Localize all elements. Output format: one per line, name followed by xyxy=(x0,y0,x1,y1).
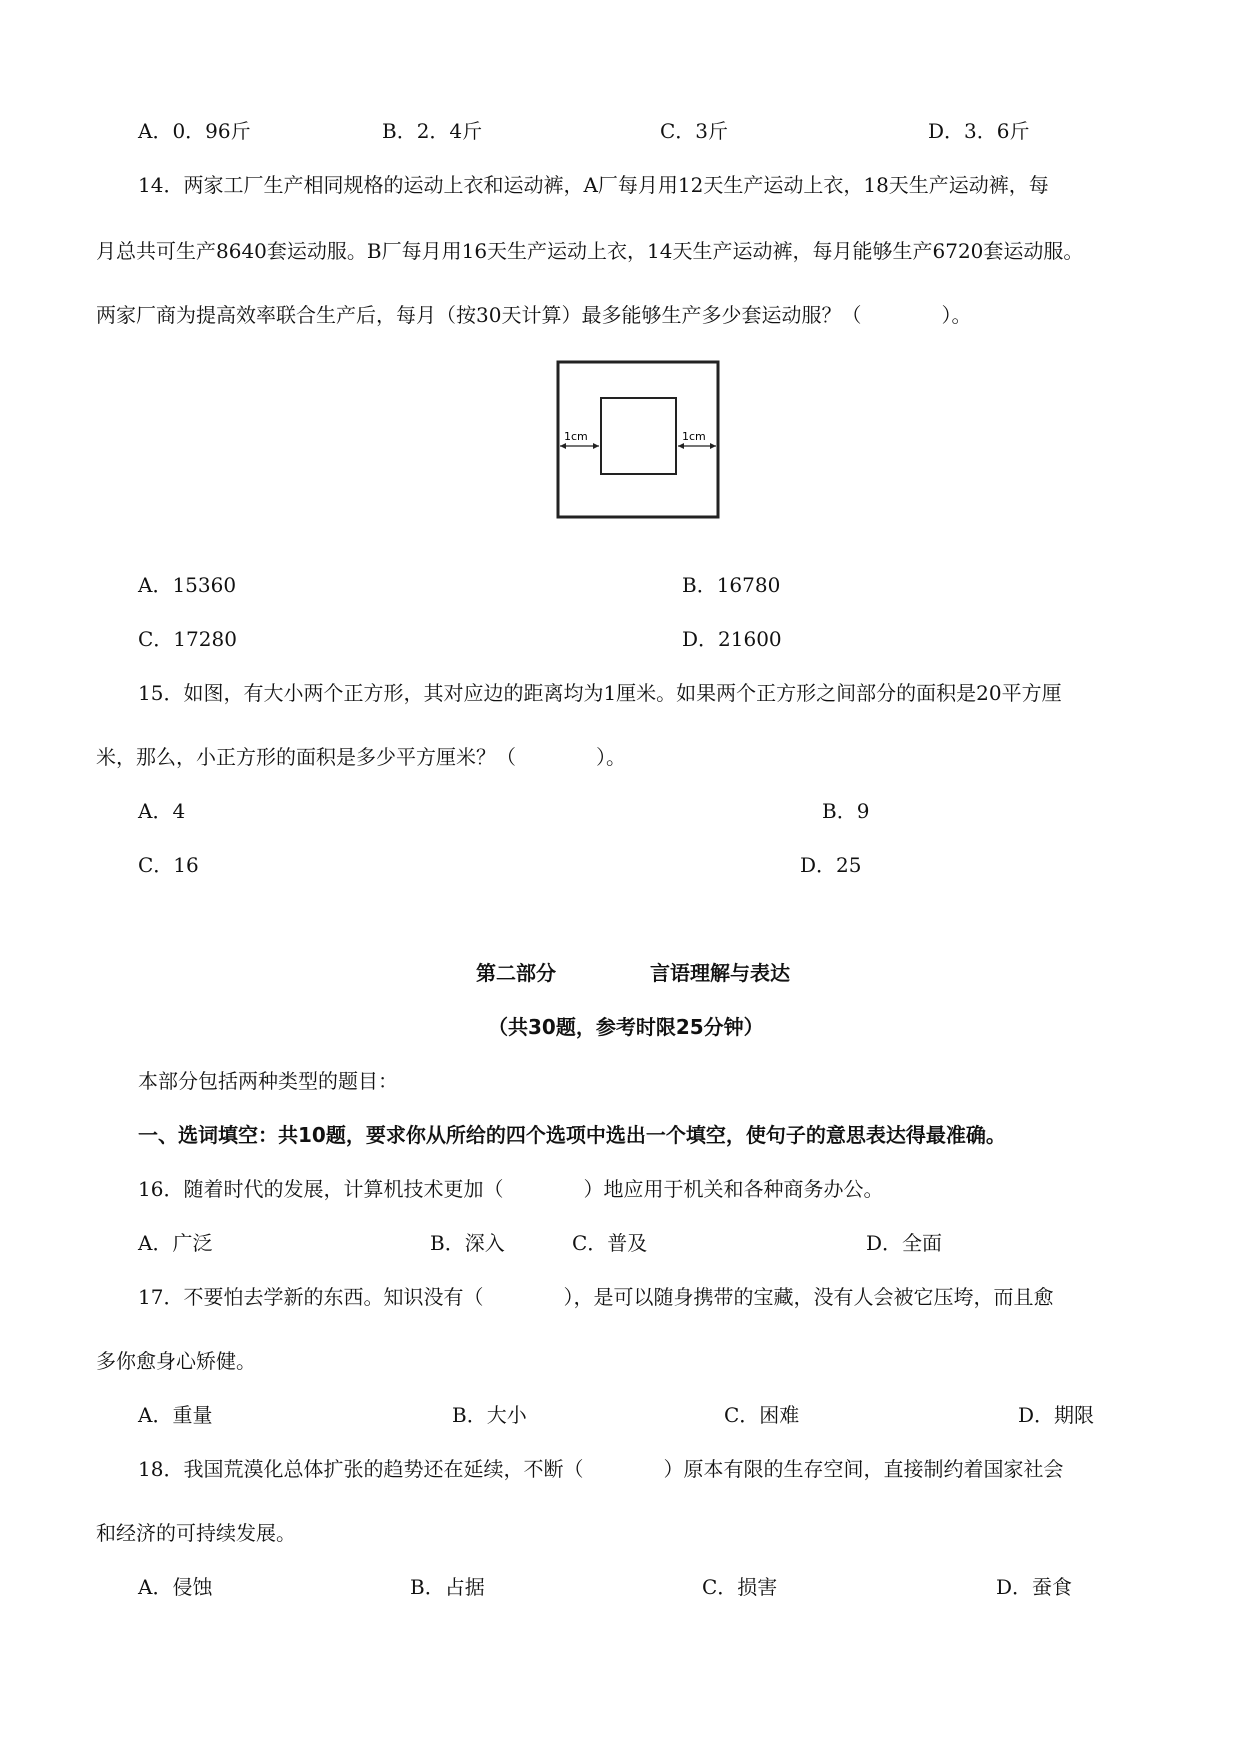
q18-text-line2: 和经济的可持续发展。 xyxy=(96,1521,296,1545)
arrow-left-head-1 xyxy=(560,443,566,449)
q17-option-a: A．重量 xyxy=(138,1403,213,1427)
q16-option-d: D．全面 xyxy=(866,1231,943,1255)
q16-text: 16．随着时代的发展，计算机技术更加（ ）地应用于机关和各种商务办公。 xyxy=(138,1177,884,1201)
q18-option-b: B．占据 xyxy=(410,1575,485,1599)
q14-option-d: D．21600 xyxy=(682,627,782,651)
q13-option-c: C．3斤 xyxy=(660,119,729,143)
q13-option-d: D．3．6斤 xyxy=(928,119,1030,143)
label-right-1cm: 1cm xyxy=(682,430,706,443)
inner-square xyxy=(601,398,676,474)
q18-option-a: A．侵蚀 xyxy=(138,1575,213,1599)
section-subtitle: （共30题，参考时限25分钟） xyxy=(488,1015,764,1039)
q13-option-a: A．0．96斤 xyxy=(138,119,251,143)
q15-option-b: B．9 xyxy=(822,799,870,823)
q14-text-line3: 两家厂商为提高效率联合生产后，每月（按30天计算）最多能够生产多少套运动服？（ ）。 xyxy=(96,303,972,327)
q14-option-c: C．17280 xyxy=(138,627,237,651)
q15-option-a: A．4 xyxy=(138,799,186,823)
q18-option-d: D．蚕食 xyxy=(996,1575,1073,1599)
q17-text-line1: 17．不要怕去学新的东西。知识没有（ ），是可以随身携带的宝藏，没有人会被它压垮，而且愈 xyxy=(138,1285,1054,1309)
section-intro: 本部分包括两种类型的题目： xyxy=(138,1069,398,1093)
arrow-right-head-2 xyxy=(710,443,716,449)
q13-option-b: B．2．4斤 xyxy=(382,119,483,143)
q15-option-d: D．25 xyxy=(800,853,862,877)
q15-option-c: C．16 xyxy=(138,853,199,877)
q17-text-line2: 多你愈身心矫健。 xyxy=(96,1349,256,1373)
q17-option-b: B．大小 xyxy=(452,1403,527,1427)
q14-text-line1: 14．两家工厂生产相同规格的运动上衣和运动裤，A厂每月用12天生产运动上衣，18天生产运动裤，每 xyxy=(138,173,1049,197)
q15-text-line2: 米，那么，小正方形的面积是多少平方厘米？（ ）。 xyxy=(96,745,626,769)
q16-option-b: B．深入 xyxy=(430,1231,505,1255)
q14-text-line2: 月总共可生产8640套运动服。B厂每月用16天生产运动上衣，14天生产运动裤，每月能够生产6720套运动服。 xyxy=(96,239,1084,263)
q17-option-c: C．困难 xyxy=(724,1403,800,1427)
section-title-name: 言语理解与表达 xyxy=(650,961,790,985)
nested-squares-figure xyxy=(556,360,721,520)
q16-option-a: A．广泛 xyxy=(138,1231,213,1255)
arrow-left-head-2 xyxy=(593,443,599,449)
label-left-1cm: 1cm xyxy=(564,430,588,443)
q14-option-b: B．16780 xyxy=(682,573,781,597)
question-type-1-heading: 一、选词填空：共10题，要求你从所给的四个选项中选出一个填空，使句子的意思表达得最准确。 xyxy=(138,1123,1006,1147)
q16-option-c: C．普及 xyxy=(572,1231,648,1255)
q18-option-c: C．损害 xyxy=(702,1575,778,1599)
q15-text-line1: 15．如图，有大小两个正方形，其对应边的距离均为1厘米。如果两个正方形之间部分的面积是20平方厘 xyxy=(138,681,1062,705)
arrow-right-head-1 xyxy=(678,443,684,449)
section-title-part: 第二部分 xyxy=(476,961,556,985)
q18-text-line1: 18．我国荒漠化总体扩张的趋势还在延续，不断（ ）原本有限的生存空间，直接制约着国家社会 xyxy=(138,1457,1064,1481)
q14-option-a: A．15360 xyxy=(138,573,237,597)
q17-option-d: D．期限 xyxy=(1018,1403,1095,1427)
